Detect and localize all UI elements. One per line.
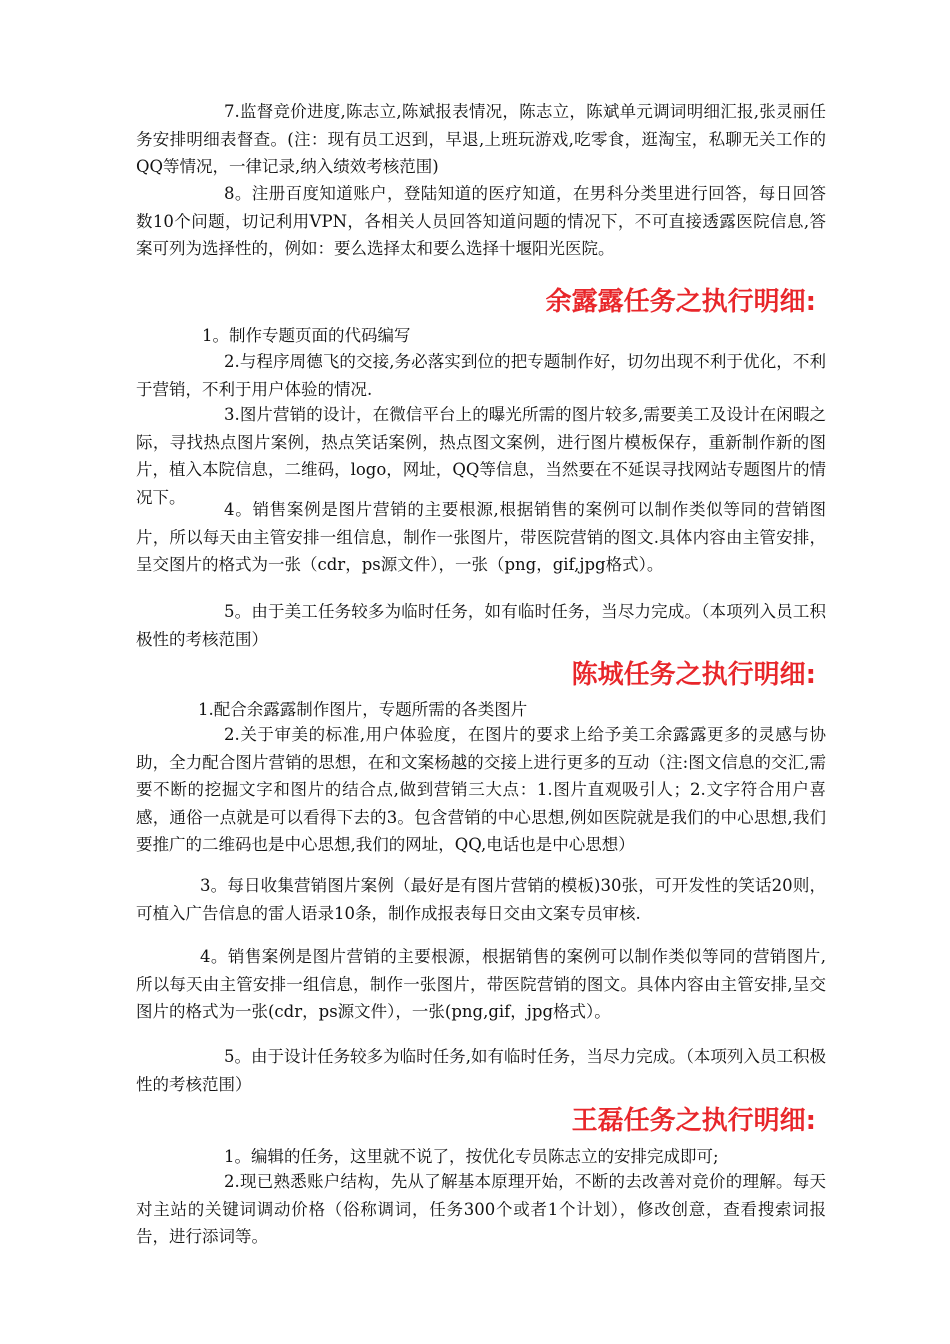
paragraph-yu-5: 5。由于美工任务较多为临时任务，如有临时任务，当尽力完成。（本项列入员工积极性的考核范围） [136, 602, 826, 649]
paragraph-chen-3: 3。每日收集营销图片案例（最好是有图片营销的模板)30张，可开发性的笑话20则，可植入广告信息的雷人语录10条，制作成报表每日交由文案专员审核. [136, 876, 826, 923]
paragraph-item-8: 8。注册百度知道账户，登陆知道的医疗知道，在男科分类里进行回答，每日回答数10个问题，切记利用VPN，各相关人员回答知道问题的情况下，不可直接透露医院信息,答案可列为选择性的，例如：要么选择太和要么选择十堰阳光医院。 [136, 184, 826, 258]
paragraph-chen-4: 4。销售案例是图片营销的主要根源，根据销售的案例可以制作类似等同的营销图片,所以每天由主管安排一组信息，制作一张图片，带医院营销的图文。具体内容由主管安排,呈交图片的格式为一张(cdr，ps源文件），一张(png,gif，jpg格式）。 [136, 947, 826, 1021]
paragraph-yu-2: 2.与程序周德飞的交接,务必落实到位的把专题制作好，切勿出现不利于优化，不利于营销，不利于用户体验的情况. [136, 352, 826, 399]
paragraph-chen-1: 1.配合余露露制作图片，专题所需的各类图片 [198, 700, 528, 719]
section-heading-wang: 王磊任务之执行明细: [571, 1106, 816, 1136]
paragraph-chen-2: 2.关于审美的标准,用户体验度，在图片的要求上给予美工余露露更多的灵感与协助，全力配合图片营销的思想，在和文案杨越的交接上进行更多的互动（注:图文信息的交汇,需要不断的挖掘文字和图片的结合点,做到营销三大点：1.图片直观吸引人；2.文字符合用户喜感，通俗一点就是可以看得下去的3。包含营销的中心思想,例如医院就是我们的中心思想,我们要推广的二维码也是中心思想,我们的网址，QQ,电话也是中心思想） [136, 725, 826, 854]
section-heading-chen: 陈城任务之执行明细: [571, 660, 816, 690]
paragraph-wang-1: 1。编辑的任务，这里就不说了，按优化专员陈志立的安排完成即可; [224, 1147, 719, 1166]
paragraph-chen-5: 5。由于设计任务较多为临时任务,如有临时任务，当尽力完成。（本项列入员工积极性的考核范围） [136, 1047, 826, 1094]
paragraph-yu-4: 4。销售案例是图片营销的主要根源,根据销售的案例可以制作类似等同的营销图片，所以每天由主管安排一组信息，制作一张图片，带医院营销的图文.具体内容由主管安排，呈交图片的格式为一张（cdr，ps源文件），一张（png，gif,jpg格式）。 [136, 500, 826, 574]
paragraph-wang-2: 2.现已熟悉账户结构，先从了解基本原理开始，不断的去改善对竞价的理解。每天对主站的关键词调动价格（俗称调词，任务300个或者1个计划），修改创意，查看搜索词报告，进行添词等。 [136, 1172, 826, 1246]
section-heading-yu: 余露露任务之执行明细: [545, 287, 816, 317]
paragraph-yu-3: 3.图片营销的设计，在微信平台上的曝光所需的图片较多,需要美工及设计在闲暇之际，寻找热点图片案例，热点笑话案例，热点图文案例，进行图片模板保存，重新制作新的图片，植入本院信息，二维码，logo，网址，QQ等信息，当然要在不延误寻找网站专题图片的情况下。 [136, 405, 826, 507]
paragraph-item-7: 7.监督竞价进度,陈志立,陈斌报表情况，陈志立，陈斌单元调词明细汇报,张灵丽任务安排明细表督查。(注：现有员工迟到，早退,上班玩游戏,吃零食，逛淘宝，私聊无关工作的QQ等情况，一律记录,纳入绩效考核范围) [136, 102, 826, 176]
paragraph-yu-1: 1。制作专题页面的代码编写 [202, 326, 411, 345]
